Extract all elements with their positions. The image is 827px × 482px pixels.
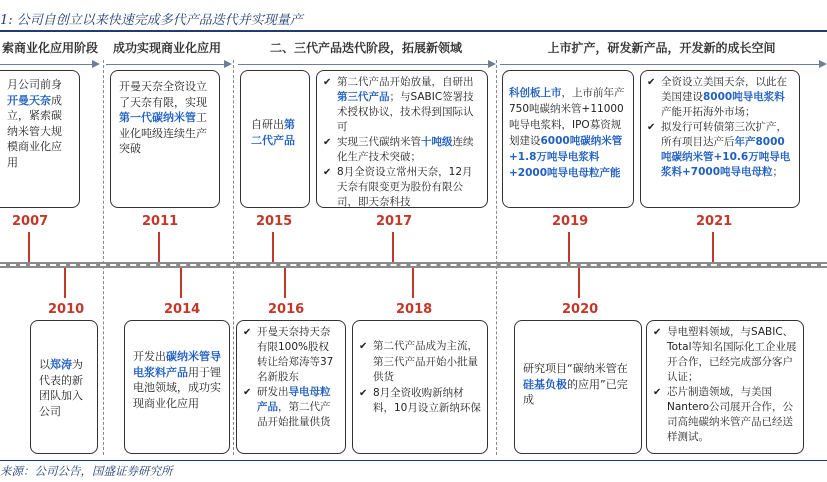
event-item: ✔ 8月全资收购新纳材料，10月设立新纳环保 (359, 386, 481, 417)
phase-arrow-2 (106, 64, 224, 65)
event-text-2007: 月公司前身开曼天奈成立，紧索碳纳米管大规模商业化应用 (7, 78, 62, 169)
year-label-2007: 2007 (12, 214, 49, 229)
event-item: ✔ 开曼天奈持天奈有限100%股权转让给郑涛等37名新股东 (243, 325, 339, 385)
event-text-2019: 科创板上市，上市前年产750吨碳纳米管+11000吨导电浆料，IPO募资规划建设6000吨碳纳米管+1.8万吨导电浆料+2000吨导电母粒产能 (509, 87, 625, 179)
title-rule (0, 30, 827, 32)
event-item: ✔ 第二代产品开始放量，自研出第三代产品；与SABIC签署技术授权协议，技术得到国际认可 (323, 75, 481, 135)
source-note: 来源：公司公告，国盛证券研究所 (0, 464, 173, 478)
phase-label-1: 索商业化应用阶段 (1, 41, 98, 55)
year-tick-2019 (568, 232, 570, 262)
year-tick-2020 (578, 268, 580, 298)
year-tick-2021 (712, 232, 714, 262)
event-text-2014: 开发出碳纳米管导电浆料产品用于锂电池领域，成功实现商业化应用 (133, 350, 221, 410)
event-text-2011: 开曼天奈全资设立了天奈有限，实现第一代碳纳米管工业化吨级连续生产突破 (119, 80, 207, 155)
event-box-2011 (110, 70, 220, 208)
phase-label-2: 成功实现商业化应用 (112, 41, 221, 55)
year-label-2015: 2015 (256, 214, 293, 229)
phase-divider-2 (233, 60, 234, 455)
year-tick-2018 (412, 268, 414, 298)
year-label-2016: 2016 (268, 302, 305, 317)
figure-title: 1: 公司自创立以来快速完成多代产品迭代并实现量产 (0, 13, 303, 28)
event-list-2016 (243, 325, 339, 430)
phase-arrow-head-3 (488, 60, 496, 68)
phase-divider-3 (496, 60, 497, 455)
event-box-2010 (30, 320, 98, 454)
timeline-dashes (0, 264, 827, 266)
event-item: ✔ 全资设立美国天奈，以此在美国建设8000吨导电浆料产能开拓海外市场； (647, 75, 793, 120)
event-item: ✔ 芯片制造领域，与美国Nantero公司展开合作，公司高纯碳纳米管产品已经送样测试。 (653, 385, 797, 445)
event-box-future (646, 320, 804, 454)
year-label-2017: 2017 (376, 214, 413, 229)
event-list-2018 (359, 339, 481, 417)
event-box-2017 (316, 70, 488, 208)
year-label-2010: 2010 (48, 302, 85, 317)
event-item: ✔ 实现三代碳纳米管十吨级连续化生产技术突破； (323, 135, 481, 165)
phase-arrow-4 (500, 64, 819, 65)
year-tick-2016 (284, 268, 286, 298)
event-box-2016 (236, 320, 346, 454)
event-box-2019 (502, 70, 634, 208)
year-tick-2014 (180, 268, 182, 298)
event-item: ✔ 拟发行可转债第三次扩产，所有项目达产后年产8000吨碳纳米管+10.6万吨导电浆料+7000吨导电母粒； (647, 120, 793, 180)
event-list-2017 (323, 75, 481, 208)
phase-label-3: 二、三代产品迭代阶段，拓展新领域 (269, 41, 462, 55)
phase-label-4: 上市扩产，研发新产品，开发新的成长空间 (547, 41, 776, 55)
event-box-2014 (124, 320, 230, 454)
year-tick-2007 (28, 232, 30, 262)
event-item: ✔ 8月全资设立常州天奈，12月天奈有限变更为股份有限公司，即天奈科技 (323, 165, 481, 208)
year-label-2019: 2019 (552, 214, 589, 229)
year-label-2011: 2011 (142, 214, 179, 229)
event-box-2007 (0, 70, 80, 208)
phase-arrow-head-2 (224, 60, 232, 68)
event-text-2010: 以郑涛为代表的新团队加入公司 (39, 358, 83, 418)
year-tick-2017 (392, 232, 394, 262)
event-box-2021 (640, 70, 800, 208)
event-list-2021 (647, 75, 793, 180)
event-item: ✔ 研发出导电母粒产品，第二代产品开始批量供货 (243, 385, 339, 430)
phase-arrow-head-1 (92, 60, 100, 68)
phase-divider-1 (103, 60, 104, 455)
footer-rule (0, 460, 827, 461)
year-tick-2011 (158, 232, 160, 262)
event-box-2015 (240, 70, 310, 208)
phase-arrow-1 (0, 64, 92, 65)
year-label-2014: 2014 (164, 302, 201, 317)
event-text-2015: 自研出第二代产品 (251, 118, 295, 147)
year-label-2021: 2021 (696, 214, 733, 229)
year-label-2018: 2018 (396, 302, 433, 317)
phase-arrow-3 (238, 64, 488, 65)
event-box-2018 (352, 320, 488, 454)
event-list-future (653, 325, 797, 445)
event-box-2020 (514, 320, 642, 454)
event-item: ✔ 导电塑料领域，与SABIC、Total等知名国际化工企业展开合作，已经完成部分客户认证； (653, 325, 797, 385)
event-item: ✔ 第二代产品成为主流，第三代产品开始小批量供货 (359, 339, 481, 386)
phase-arrow-head-4 (819, 60, 827, 68)
event-text-2020: 研究项目“碳纳米管在硅基负极的应用”已完成 (523, 362, 628, 406)
year-label-2020: 2020 (562, 302, 599, 317)
year-tick-2010 (64, 268, 66, 298)
year-tick-2015 (272, 232, 274, 262)
